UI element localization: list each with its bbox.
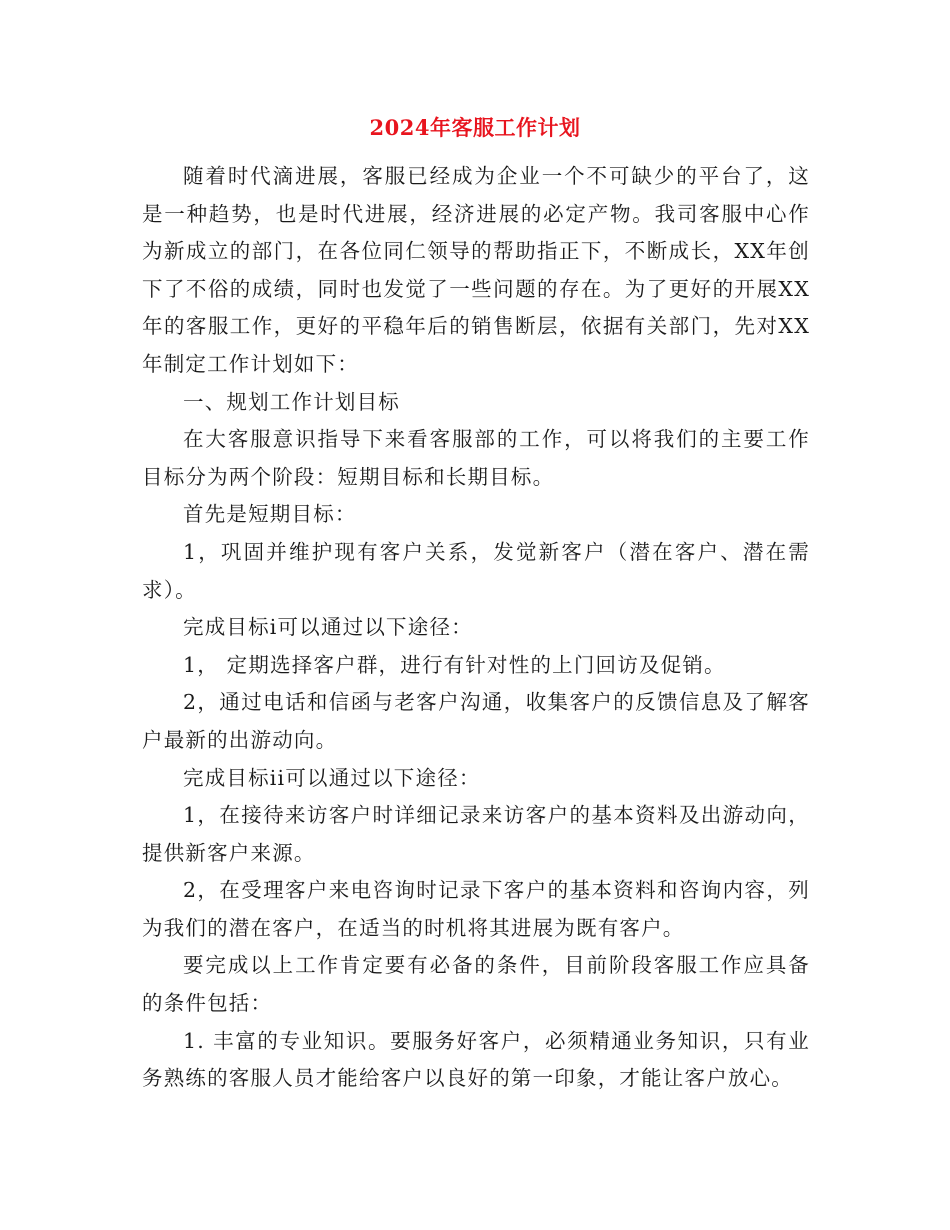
paragraph: 1. 丰富的专业知识。要服务好客户，必须精通业务知识，只有业务熟练的客服人员才能给客户以良好的第一印象，才能让客户放心。 [142,1028,810,1091]
paragraph: 2，在受理客户来电咨询时记录下客户的基本资料和咨询内容，列为我们的潜在客户，在适当的时机将其进展为既有客户。 [142,878,810,940]
paragraph: 1， 定期选择客户群，进行有针对性的上门回访及促销。 [183,652,726,677]
paragraph: 首先是短期目标： [183,502,357,527]
paragraph: 完成目标ii可以通过以下途径： [183,765,481,790]
paragraph: 随着时代滴进展，客服已经成为企业一个不可缺少的平台了，这是一种趋势，也是时代进展，经济进展的必定产物。我司客服中心作为新成立的部门，在各位同仁领导的帮助指正下，不断成长，XX年创下了不俗的成绩，同时也发觉了一些问题的存在。为了更好的开展XX年的客服工作，更好的平稳年后的销售断层，依据有关部门，先对XX年制定工作计划如下： [142,164,810,376]
paragraph: 1，在接待来访客户时详细记录来访客户的基本资料及出游动向，提供新客户来源。 [142,803,810,865]
section-heading: 一、规划工作计划目标 [183,389,400,414]
paragraph: 2，通过电话和信函与老客户沟通，收集客户的反馈信息及了解客户最新的出游动向。 [142,690,810,752]
paragraph: 在大客服意识指导下来看客服部的工作，可以将我们的主要工作目标分为两个阶段：短期目标和长期目标。 [142,427,810,489]
paragraph: 完成目标i可以通过以下途径： [183,615,473,640]
paragraph: 1，巩固并维护现有客户关系，发觉新客户（潜在客户、潜在需求）。 [142,539,810,602]
document-body [142,158,810,1098]
paragraph: 要完成以上工作肯定要有必备的条件，目前阶段客服工作应具备的条件包括： [142,953,810,1016]
document-title: 2024年客服工作计划 [369,115,581,140]
